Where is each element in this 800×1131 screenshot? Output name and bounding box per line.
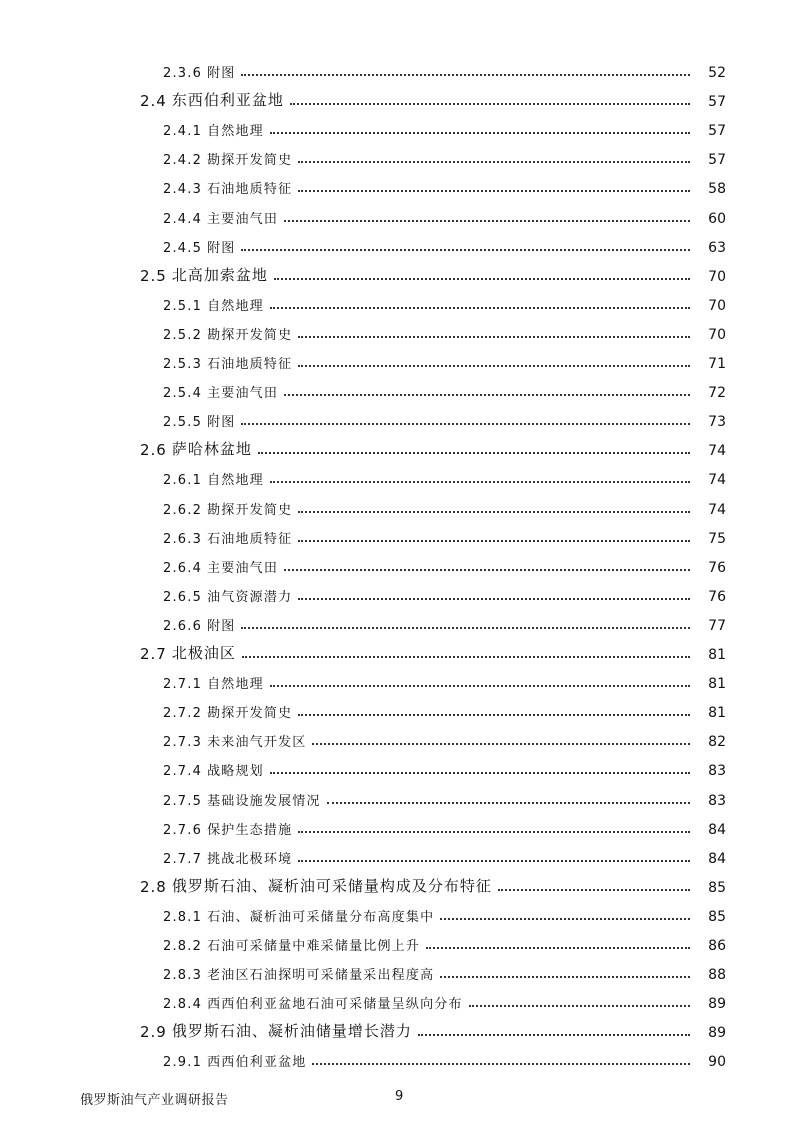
toc-entry-page-number: 76 [708, 588, 726, 605]
toc-entry-title: 附图 [207, 240, 236, 256]
toc-dot-leader [298, 714, 690, 716]
toc-entry-title: 自然地理 [207, 677, 264, 693]
toc-entry-title: 西西伯利亚盆地石油可采储量呈纵向分布 [207, 997, 463, 1013]
toc-dot-leader [298, 540, 690, 542]
toc-subsection-entry[interactable] [163, 608, 726, 634]
toc-dot-leader [298, 336, 690, 338]
toc-entry-title: 石油地质特征 [207, 531, 293, 547]
toc-entry-page-number: 63 [708, 239, 726, 256]
toc-dot-leader [327, 802, 690, 804]
toc-entry-number: 2.8.2 [163, 939, 203, 954]
toc-entry-page-number: 85 [708, 908, 726, 925]
toc-entry-page-number: 74 [708, 443, 726, 460]
toc-dot-leader [284, 569, 690, 571]
toc-entry-page-number: 83 [708, 763, 726, 780]
toc-section-entry[interactable] [140, 870, 726, 896]
toc-subsection-entry[interactable] [163, 404, 726, 430]
toc-dot-leader [258, 452, 690, 454]
toc-dot-leader [241, 423, 690, 425]
toc-subsection-entry[interactable] [163, 986, 726, 1012]
toc-subsection-entry[interactable] [163, 171, 726, 197]
toc-entry-page-number: 70 [708, 326, 726, 343]
toc-entry-page-number: 77 [708, 617, 726, 634]
toc-entry-number: 2.5.3 [163, 357, 203, 372]
toc-subsection-entry[interactable] [163, 346, 726, 372]
toc-subsection-entry[interactable] [163, 812, 726, 838]
toc-entry-page-number: 82 [708, 734, 726, 751]
toc-dot-leader [440, 918, 690, 920]
toc-dot-leader [298, 161, 690, 163]
toc-dot-leader [469, 1005, 690, 1007]
toc-entry-page-number: 81 [708, 647, 726, 663]
toc-entry-number: 2.7.5 [163, 793, 203, 809]
toc-dot-leader [498, 889, 690, 891]
toc-entry-number: 2.6.6 [163, 618, 203, 634]
toc-entry-title: 石油地质特征 [207, 182, 293, 198]
toc-entry-page-number: 73 [708, 414, 726, 431]
toc-entry-number: 2.9.1 [163, 1055, 203, 1071]
toc-entry-title: 北高加索盆地 [171, 265, 268, 284]
toc-section-entry[interactable] [140, 1015, 726, 1041]
toc-section-entry[interactable] [140, 84, 726, 110]
toc-entry-page-number: 83 [708, 792, 726, 809]
toc-entry-title: 自然地理 [207, 124, 264, 140]
toc-dot-leader [284, 220, 690, 222]
toc-entry-page-number: 85 [708, 879, 726, 896]
page-footer [0, 1089, 800, 1109]
toc-entry-page-number: 58 [708, 181, 726, 198]
toc-entry-page-number: 52 [708, 65, 726, 81]
toc-dot-leader [298, 365, 690, 367]
toc-entry-number: 2.4.2 [163, 153, 203, 169]
toc-entry-title: 未来油气开发区 [207, 735, 307, 751]
toc-entry-page-number: 76 [708, 559, 726, 576]
toc-entry-number: 2.7.7 [163, 851, 203, 867]
toc-entry-number: 2.6.3 [163, 531, 203, 547]
toc-entry-title: 石油可采储量中难采储量比例上升 [207, 939, 421, 954]
toc-entry-title: 俄罗斯石油、凝析油储量增长潜力 [171, 1022, 412, 1041]
toc-dot-leader [270, 132, 690, 134]
toc-entry-number: 2.7.6 [163, 822, 203, 838]
toc-dot-leader [270, 772, 690, 774]
toc-entry-page-number: 57 [708, 152, 726, 169]
toc-subsection-entry[interactable] [163, 550, 726, 576]
toc-entry-number: 2.4.1 [163, 124, 203, 140]
toc-subsection-entry[interactable] [163, 521, 726, 547]
toc-entry-page-number: 86 [708, 938, 726, 954]
toc-subsection-entry[interactable] [163, 142, 726, 168]
toc-dot-leader [284, 394, 690, 396]
toc-entry-title: 战略规划 [207, 764, 264, 780]
toc-dot-leader [418, 1034, 690, 1036]
toc-subsection-entry[interactable] [163, 899, 726, 925]
toc-entry-title: 保护生态措施 [207, 822, 293, 838]
toc-entry-title: 萨哈林盆地 [171, 440, 252, 459]
toc-entry-title: 西西伯利亚盆地 [207, 1055, 307, 1071]
toc-entry-number: 2.6.5 [163, 589, 203, 605]
toc-entry-number: 2.8.3 [163, 968, 203, 984]
toc-entry-title: 挑战北极环境 [207, 851, 293, 867]
toc-subsection-entry[interactable] [163, 317, 726, 343]
toc-entry-title: 勘探开发简史 [207, 706, 293, 722]
toc-subsection-entry[interactable] [163, 230, 726, 256]
toc-entry-title: 勘探开发简史 [207, 327, 293, 343]
toc-entry-number: 2.9 [140, 1023, 167, 1042]
toc-entry-page-number: 81 [708, 705, 726, 722]
toc-entry-number: 2.7.1 [163, 677, 203, 693]
toc-entry-number: 2.4.5 [163, 240, 203, 256]
toc-subsection-entry[interactable] [163, 579, 726, 605]
toc-entry-number: 2.6.4 [163, 560, 203, 576]
toc-entry-number: 2.7.2 [163, 706, 203, 722]
toc-dot-leader [298, 831, 690, 833]
toc-entry-title: 附图 [207, 618, 236, 634]
toc-entry-number: 2.3.6 [163, 66, 203, 81]
toc-entry-title: 俄罗斯石油、凝析油可采储量构成及分布特征 [171, 876, 492, 895]
toc-dot-leader [426, 947, 690, 949]
toc-dot-leader [312, 1063, 690, 1065]
toc-subsection-entry[interactable] [163, 753, 726, 779]
toc-entry-title: 石油地质特征 [207, 357, 293, 372]
toc-entry-title: 自然地理 [207, 473, 264, 489]
toc-subsection-entry[interactable] [163, 957, 726, 983]
toc-entry-number: 2.8 [140, 877, 167, 896]
toc-entry-number: 2.5.5 [163, 415, 203, 431]
toc-entry-title: 勘探开发简史 [207, 502, 293, 518]
toc-entry-title: 基础设施发展情况 [207, 793, 321, 809]
toc-entry-page-number: 75 [708, 530, 726, 547]
toc-subsection-entry[interactable] [163, 1044, 726, 1070]
toc-entry-number: 2.5.2 [163, 327, 203, 343]
toc-entry-page-number: 70 [708, 297, 726, 314]
toc-entry-title: 东西伯利亚盆地 [171, 91, 284, 110]
toc-entry-page-number: 74 [708, 472, 726, 489]
toc-entry-title: 老油区石油探明可采储量采出程度高 [207, 968, 435, 984]
toc-subsection-entry[interactable] [163, 783, 726, 809]
toc-section-entry[interactable] [140, 433, 726, 459]
toc-entry-title: 油气资源潜力 [207, 589, 293, 605]
toc-subsection-entry[interactable] [163, 288, 726, 314]
toc-entry-page-number: 84 [708, 850, 726, 867]
footer-page-number: 9 [395, 1089, 404, 1104]
toc-dot-leader [241, 74, 690, 76]
toc-entry-number: 2.7 [140, 645, 167, 663]
toc-subsection-entry[interactable] [163, 492, 726, 518]
toc-entry-title: 主要油气田 [207, 560, 279, 576]
toc-dot-leader [270, 481, 690, 483]
toc-entry-page-number: 71 [708, 356, 726, 372]
toc-subsection-entry[interactable] [163, 113, 726, 139]
toc-entry-title: 自然地理 [207, 298, 264, 314]
toc-entry-title: 勘探开发简史 [207, 153, 293, 169]
toc-dot-leader [298, 190, 690, 192]
toc-entry-page-number: 88 [708, 967, 726, 984]
toc-entry-page-number: 70 [708, 268, 726, 285]
toc-dot-leader [274, 278, 690, 280]
toc-entry-number: 2.4.3 [163, 182, 203, 198]
toc-entry-number: 2.6.1 [163, 473, 203, 489]
toc-dot-leader [298, 598, 690, 600]
toc-entry-number: 2.7.4 [163, 764, 203, 780]
toc-section-entry[interactable] [140, 637, 726, 663]
toc-dot-leader [298, 860, 690, 862]
toc-subsection-entry[interactable] [163, 375, 726, 401]
toc-entry-title: 主要油气田 [207, 386, 279, 402]
toc-dot-leader [270, 685, 690, 687]
toc-entry-page-number: 81 [708, 676, 726, 693]
toc-entry-page-number: 89 [708, 1025, 726, 1042]
toc-entry-number: 2.6 [140, 441, 167, 460]
toc-entry-title: 北极油区 [171, 644, 236, 662]
toc-entry-number: 2.4 [140, 92, 167, 111]
toc-subsection-entry[interactable] [163, 462, 726, 488]
toc-subsection-entry[interactable] [163, 55, 726, 81]
toc-subsection-entry[interactable] [163, 928, 726, 954]
toc-entry-number: 2.5 [140, 266, 167, 285]
toc-subsection-entry[interactable] [163, 841, 726, 867]
toc-entry-page-number: 60 [708, 210, 726, 227]
toc-entry-page-number: 89 [708, 996, 726, 1013]
toc-entry-number: 2.4.4 [163, 211, 203, 227]
toc-entry-number: 2.5.1 [163, 298, 203, 314]
toc-entry-number: 2.8.4 [163, 997, 203, 1013]
toc-subsection-entry[interactable] [163, 724, 726, 750]
toc-section-entry[interactable] [140, 259, 726, 285]
toc-entry-title: 石油、凝析油可采储量分布高度集中 [207, 909, 435, 925]
toc-entry-title: 附图 [207, 415, 236, 431]
toc-entry-title: 主要油气田 [207, 211, 279, 227]
toc-dot-leader [298, 511, 690, 513]
toc-dot-leader [241, 249, 690, 251]
toc-dot-leader [440, 976, 690, 978]
footer-document-title: 俄罗斯油气产业调研报告 [80, 1093, 229, 1108]
toc-entry-page-number: 57 [708, 123, 726, 140]
toc-entry-page-number: 74 [708, 501, 726, 518]
toc-dot-leader [290, 103, 690, 105]
toc-dot-leader [241, 627, 690, 629]
toc-entry-page-number: 72 [708, 385, 726, 402]
toc-entry-page-number: 57 [708, 94, 726, 111]
toc-dot-leader [312, 743, 690, 745]
toc-entry-number: 2.7.3 [163, 735, 203, 751]
toc-subsection-entry[interactable] [163, 201, 726, 227]
toc-entry-number: 2.6.2 [163, 502, 203, 518]
toc-subsection-entry[interactable] [163, 695, 726, 721]
toc-subsection-entry[interactable] [163, 666, 726, 692]
toc-dot-leader [242, 656, 690, 658]
toc-entry-number: 2.5.4 [163, 386, 203, 402]
toc-entry-page-number: 84 [708, 821, 726, 838]
toc-entry-page-number: 90 [708, 1054, 726, 1071]
toc-entry-title: 附图 [207, 66, 236, 81]
toc-dot-leader [270, 307, 690, 309]
toc-entry-number: 2.8.1 [163, 909, 203, 925]
